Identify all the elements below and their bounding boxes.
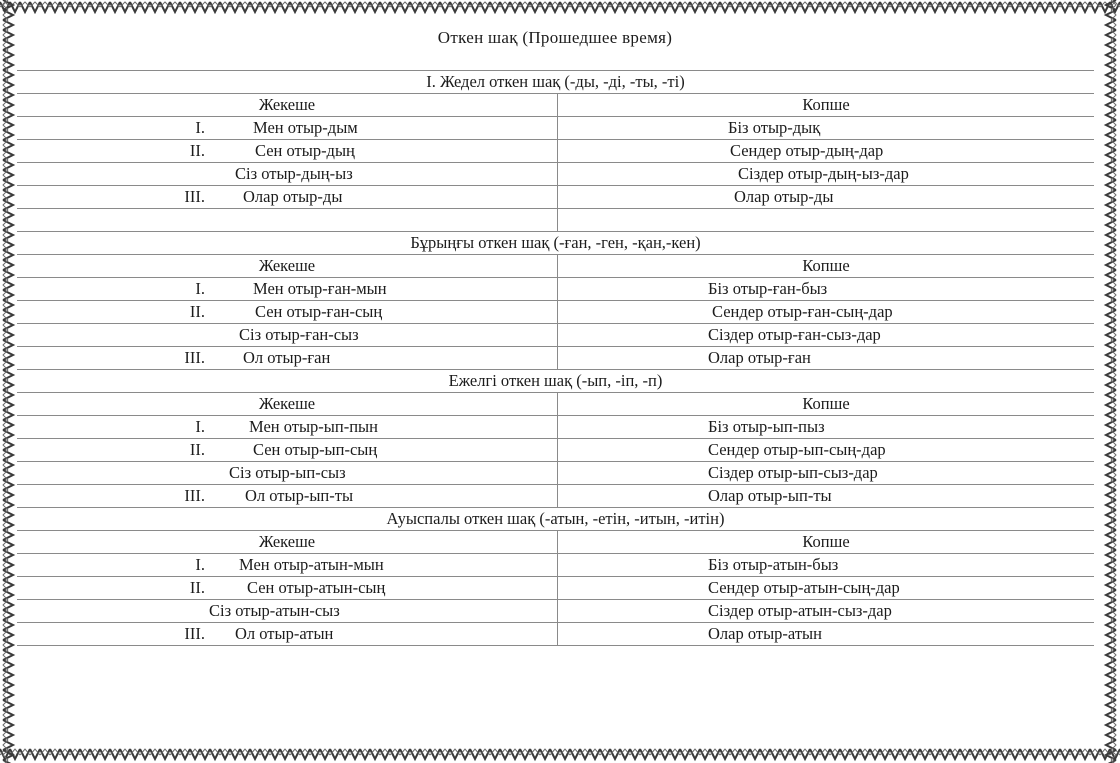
singular-cell xyxy=(17,485,558,508)
plural-form: Сіздер отыр-ған-сыз-дар xyxy=(708,325,881,344)
singular-form: Олар отыр-ды xyxy=(243,187,343,206)
conjugation-row xyxy=(17,347,1094,370)
singular-cell xyxy=(17,347,558,370)
plural-header: Копше xyxy=(558,531,1095,554)
singular-cell xyxy=(17,577,558,600)
plural-form: Олар отыр-атын xyxy=(708,624,822,643)
plural-form: Олар отыр-ды xyxy=(734,187,834,206)
conjugation-row xyxy=(17,186,1094,209)
singular-form: Мен отыр-атын-мын xyxy=(239,555,384,574)
ornament-border-left xyxy=(0,0,16,763)
conjugation-row xyxy=(17,324,1094,347)
section-heading-row xyxy=(17,71,1094,94)
singular-cell xyxy=(17,117,558,140)
singular-cell xyxy=(17,140,558,163)
section-heading: Бұрыңғы откен шақ (-ған, -ген, -қан,-кен) xyxy=(17,232,1094,255)
singular-form: Сен отыр-дың xyxy=(255,141,355,160)
section-heading-row xyxy=(17,508,1094,531)
singular-cell xyxy=(17,439,558,462)
singular-form: Сіз отыр-ған-сыз xyxy=(239,325,359,344)
singular-cell xyxy=(17,186,558,209)
singular-cell xyxy=(17,278,558,301)
singular-header: Жекеше xyxy=(17,393,558,416)
plural-cell xyxy=(558,439,1095,462)
plural-form: Сендер отыр-атын-сың-дар xyxy=(708,578,900,597)
singular-form: Сіз отыр-дың-ыз xyxy=(235,164,353,183)
conjugation-row xyxy=(17,278,1094,301)
plural-form: Сіздер отыр-ып-сыз-дар xyxy=(708,463,878,482)
conjugation-row xyxy=(17,117,1094,140)
section-heading: Ежелгі откен шақ (-ып, -іп, -п) xyxy=(17,370,1094,393)
plural-cell xyxy=(558,416,1095,439)
person-number: III. xyxy=(184,348,205,367)
singular-cell xyxy=(17,554,558,577)
singular-form: Мен отыр-дым xyxy=(253,118,358,137)
person-number: I. xyxy=(195,279,205,298)
plural-cell xyxy=(558,600,1095,623)
person-number: III. xyxy=(184,486,205,505)
plural-cell xyxy=(558,347,1095,370)
person-number: II. xyxy=(189,578,205,597)
singular-form: Ол отыр-атын xyxy=(235,624,334,643)
singular-form: Сен отыр-ған-сың xyxy=(255,302,383,321)
plural-cell xyxy=(558,140,1095,163)
plural-cell xyxy=(558,485,1095,508)
plural-form: Біз отыр-ған-быз xyxy=(708,279,828,298)
singular-form: Сіз отыр-атын-сыз xyxy=(209,601,340,620)
plural-form: Біз отыр-атын-быз xyxy=(708,555,839,574)
singular-cell xyxy=(17,301,558,324)
conjugation-row xyxy=(17,554,1094,577)
section-heading: Ауыспалы откен шақ (-атын, -етін, -итын, -итін) xyxy=(17,508,1094,531)
plural-form: Сендер отыр-ып-сың-дар xyxy=(708,440,886,459)
conjugation-row xyxy=(17,163,1094,186)
ornament-border-bottom xyxy=(0,745,1120,763)
spacer-cell xyxy=(558,209,1095,232)
plural-cell xyxy=(558,301,1095,324)
person-number: I. xyxy=(195,118,205,137)
conjugation-row xyxy=(17,577,1094,600)
singular-cell xyxy=(17,163,558,186)
singular-cell xyxy=(17,623,558,646)
conjugation-row xyxy=(17,485,1094,508)
conjugation-row xyxy=(17,416,1094,439)
ornament-border-top xyxy=(0,0,1120,14)
singular-form: Мен отыр-ып-пын xyxy=(249,417,378,436)
spacer-row xyxy=(17,209,1094,232)
singular-form: Ол отыр-ып-ты xyxy=(245,486,354,505)
conjugation-row xyxy=(17,439,1094,462)
plural-cell xyxy=(558,554,1095,577)
plural-header: Копше xyxy=(558,94,1095,117)
spacer-cell xyxy=(17,209,558,232)
plural-form: Сіздер отыр-дың-ыз-дар xyxy=(738,164,909,183)
section-heading: I. Жедел откен шақ (-ды, -ді, -ты, -ті) xyxy=(17,71,1094,94)
conjugation-row xyxy=(17,462,1094,485)
plural-form: Біз отыр-дық xyxy=(728,118,821,137)
plural-cell xyxy=(558,117,1095,140)
section-heading-row xyxy=(17,370,1094,393)
conjugation-row xyxy=(17,301,1094,324)
singular-cell xyxy=(17,324,558,347)
person-number: II. xyxy=(189,302,205,321)
singular-cell xyxy=(17,600,558,623)
plural-form: Олар отыр-ған xyxy=(708,348,811,367)
column-header-row xyxy=(17,393,1094,416)
singular-form: Ол отыр-ған xyxy=(243,348,331,367)
plural-form: Біз отыр-ып-пыз xyxy=(708,417,825,436)
column-header-row xyxy=(17,94,1094,117)
conjugation-row xyxy=(17,140,1094,163)
column-header-row xyxy=(17,255,1094,278)
person-number: I. xyxy=(195,555,205,574)
singular-header: Жекеше xyxy=(17,255,558,278)
plural-form: Сіздер отыр-атын-сыз-дар xyxy=(708,601,892,620)
person-number: II. xyxy=(189,440,205,459)
plural-cell xyxy=(558,278,1095,301)
document-title: Откен шақ (Прошедшее время) xyxy=(437,28,673,47)
singular-header: Жекеше xyxy=(17,94,558,117)
person-number: III. xyxy=(184,624,205,643)
plural-form: Олар отыр-ып-ты xyxy=(708,486,832,505)
singular-form: Сен отыр-атын-сың xyxy=(247,578,386,597)
plural-cell xyxy=(558,324,1095,347)
singular-cell xyxy=(17,416,558,439)
conjugation-table xyxy=(17,70,1094,646)
ornament-border-right xyxy=(1101,0,1120,763)
column-header-row xyxy=(17,531,1094,554)
singular-form: Сіз отыр-ып-сыз xyxy=(229,463,346,482)
plural-cell xyxy=(558,163,1095,186)
plural-form: Сендер отыр-ған-сың-дар xyxy=(712,302,893,321)
plural-form: Сендер отыр-дың-дар xyxy=(730,141,884,160)
plural-cell xyxy=(558,577,1095,600)
plural-cell xyxy=(558,186,1095,209)
plural-header: Копше xyxy=(558,393,1095,416)
section-heading-row xyxy=(17,232,1094,255)
singular-cell xyxy=(17,462,558,485)
conjugation-row xyxy=(17,623,1094,646)
singular-form: Мен отыр-ған-мын xyxy=(253,279,387,298)
person-number: I. xyxy=(195,417,205,436)
singular-header: Жекеше xyxy=(17,531,558,554)
plural-cell xyxy=(558,623,1095,646)
plural-header: Копше xyxy=(558,255,1095,278)
person-number: II. xyxy=(189,141,205,160)
conjugation-row xyxy=(17,600,1094,623)
person-number: III. xyxy=(184,187,205,206)
singular-form: Сен отыр-ып-сың xyxy=(253,440,378,459)
plural-cell xyxy=(558,462,1095,485)
